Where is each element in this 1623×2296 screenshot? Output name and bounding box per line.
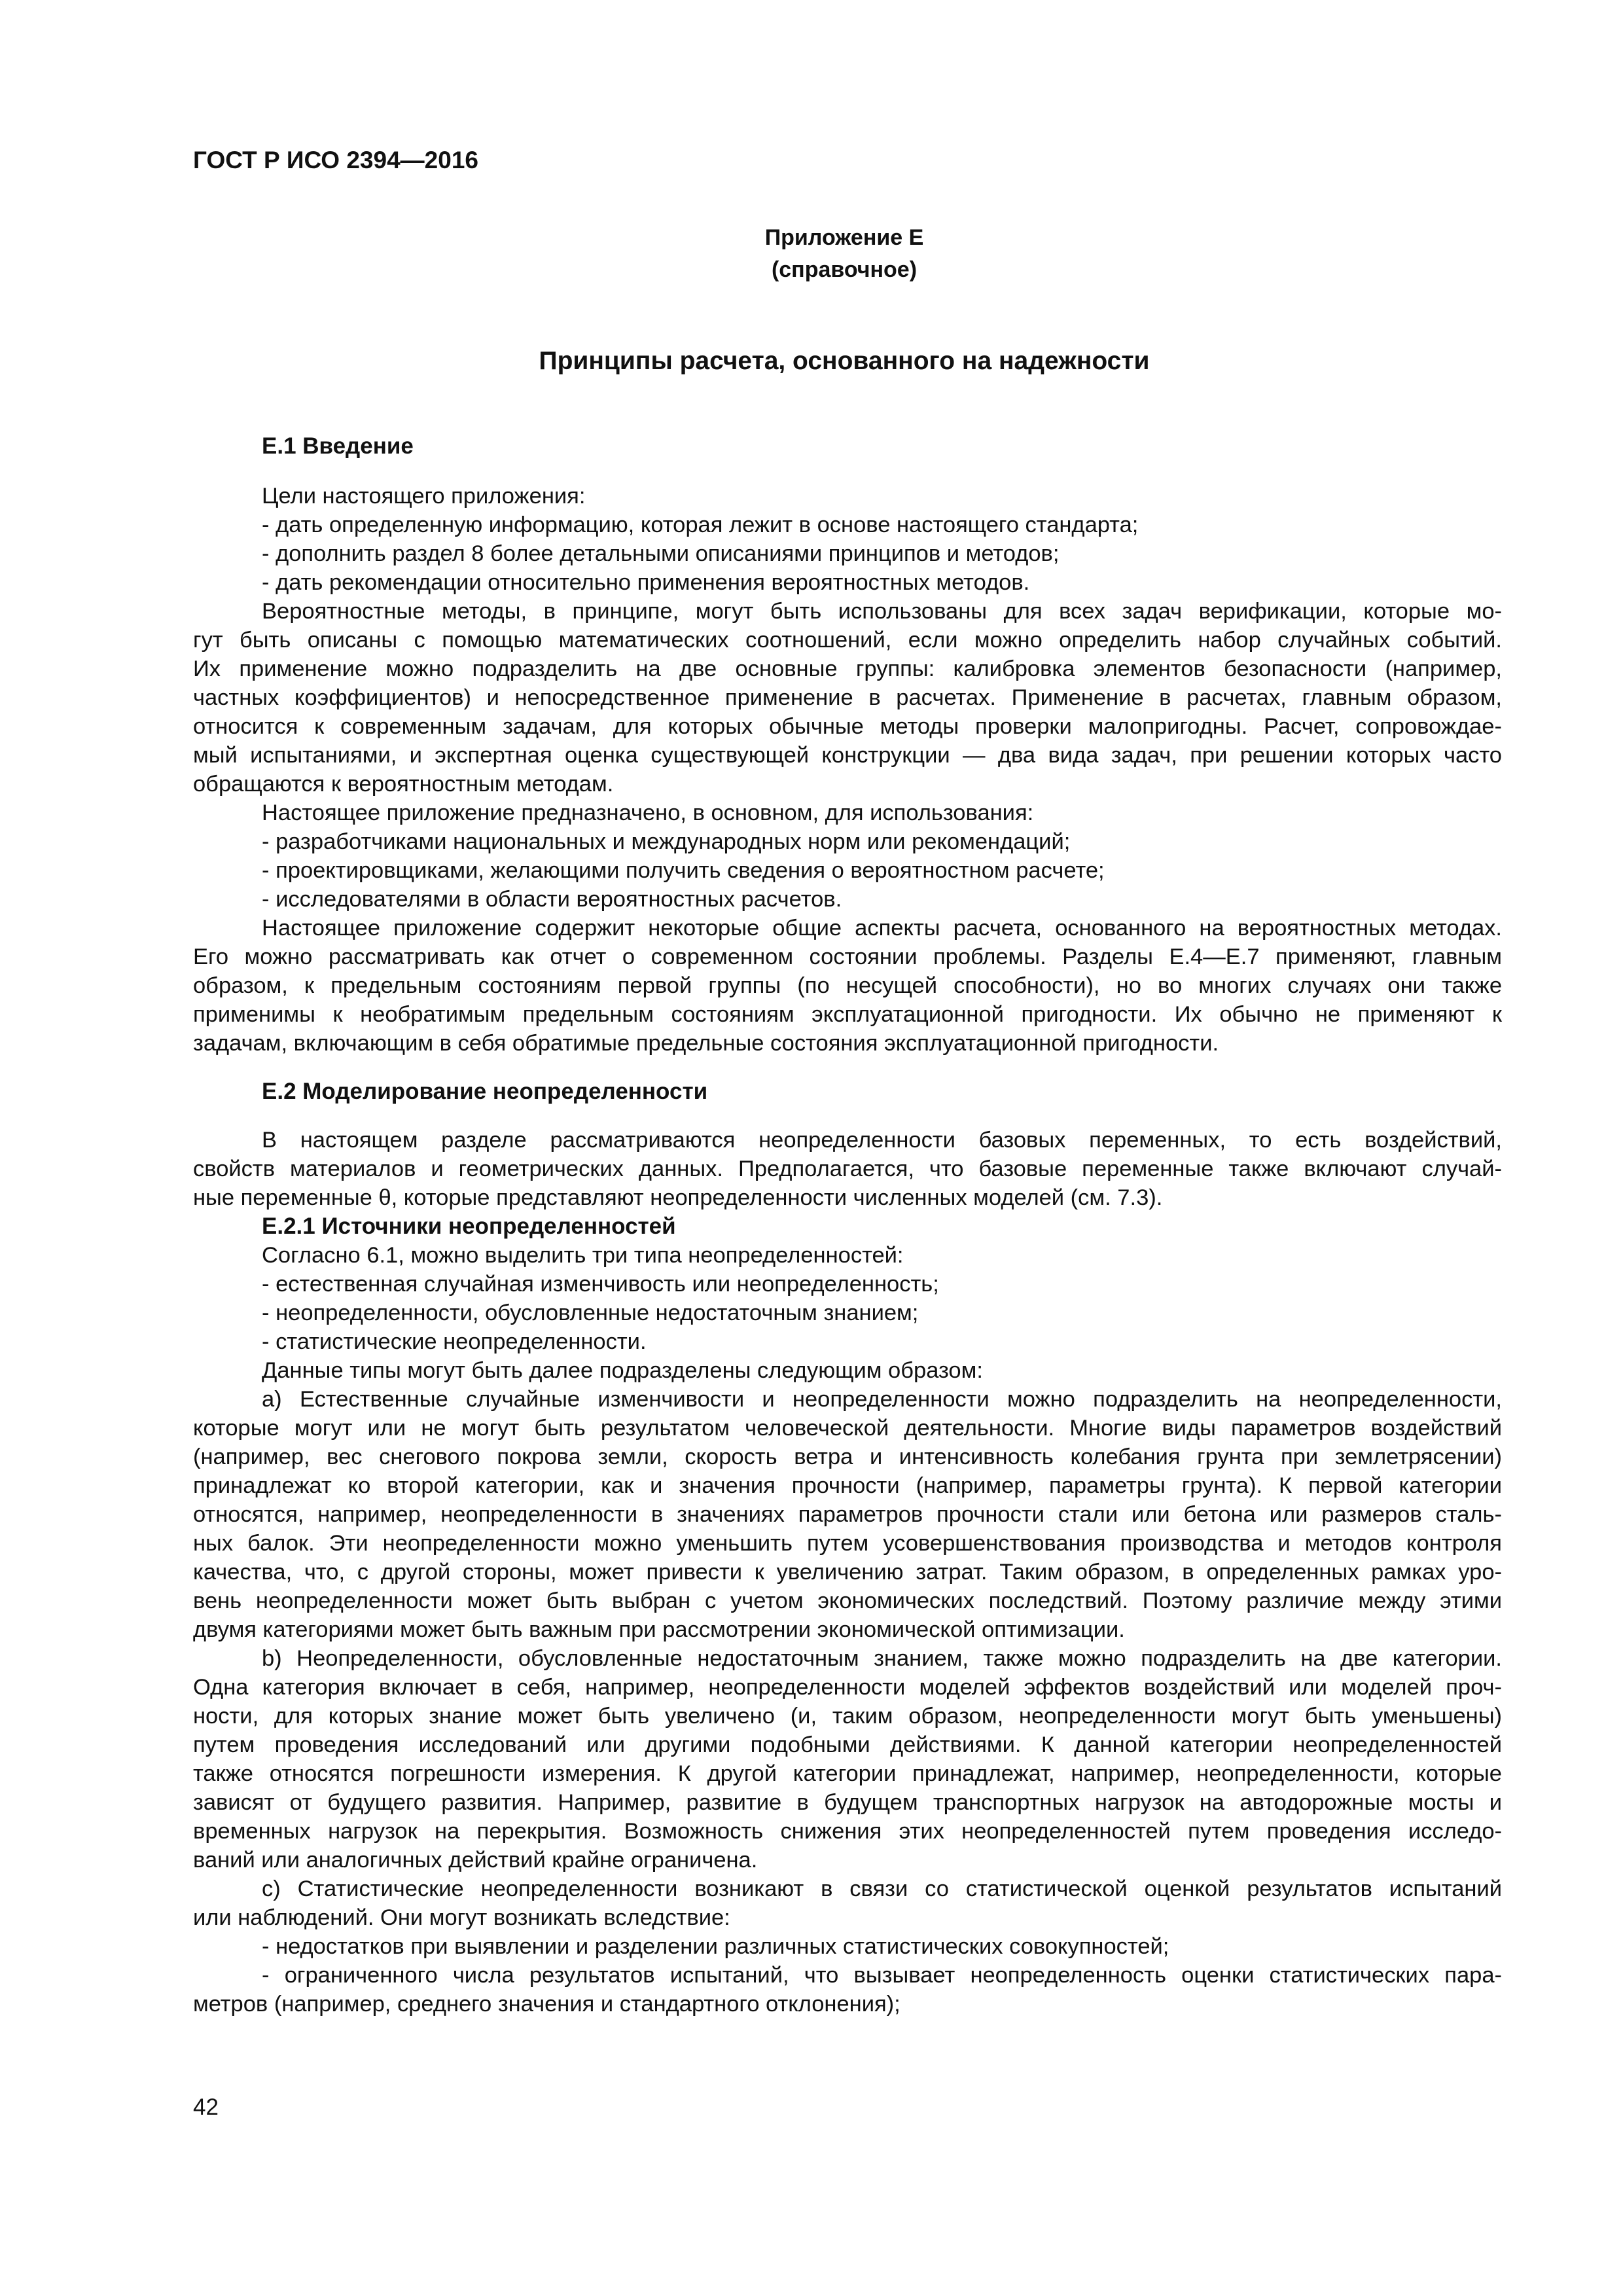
text-line: частных коэффициентов) и непосредственное применение в расчетах. Применение в расчетах, главным образом, — [193, 685, 1502, 710]
subsection-heading-e2-1: Е.2.1 Источники неопределенностей — [262, 1213, 676, 1239]
text-line: b) Неопределенности, обусловленные недостаточным знанием, также можно подразделить на две категории. — [262, 1646, 1502, 1671]
document-standard-header: ГОСТ Р ИСО 2394—2016 — [193, 147, 478, 173]
text-line: временных нагрузок на перекрытия. Возможность снижения этих неопределенностей путем проведения исследо- — [193, 1819, 1502, 1844]
text-line: В настоящем разделе рассматриваются неопределенности базовых переменных, то есть воздействий, — [262, 1128, 1502, 1153]
text-line: принадлежат ко второй категории, как и значения прочности (например, параметры грунта). К первой категории — [193, 1473, 1502, 1498]
text-line: Данные типы могут быть далее подразделены следующим образом: — [262, 1358, 983, 1383]
text-line: (например, вес снегового покрова земли, скорость ветра и интенсивность колебания грунта при землетрясении) — [193, 1444, 1502, 1469]
list-item: - проектировщиками, желающими получить сведения о вероятностном расчете; — [262, 858, 1105, 883]
list-item: - исследователями в области вероятностных расчетов. — [262, 887, 842, 912]
text-line: обращаются к вероятностным методам. — [193, 772, 614, 797]
text-line: Цели настоящего приложения: — [262, 484, 586, 509]
text-line: Его можно рассматривать как отчет о современном состоянии проблемы. Разделы Е.4—Е.7 применяют, главным — [193, 944, 1502, 969]
text-line: мый испытаниями, и экспертная оценка существующей конструкции — два вида задач, при решении которых часто — [193, 743, 1502, 768]
text-line: вень неопределенности может быть выбран с учетом экономических последствий. Поэтому различие между этими — [193, 1588, 1502, 1613]
text-line: свойств материалов и геометрических данных. Предполагается, что базовые переменные также включают случай- — [193, 1157, 1502, 1181]
text-line: применимы к необратимым предельным состояниям эксплуатационной пригодности. Их обычно не применяют к — [193, 1002, 1502, 1027]
list-item: - дать определенную информацию, которая лежит в основе настоящего стандарта; — [262, 512, 1139, 537]
text-line: путем проведения исследований или другими подобными действиями. К данной категории неопределенностей — [193, 1732, 1502, 1757]
text-line: относятся, например, неопределенности в значениях параметров прочности стали или бетона или размеров сталь- — [193, 1502, 1502, 1527]
text-line: ваний или аналогичных действий крайне ограничена. — [193, 1848, 758, 1873]
text-line: а) Естественные случайные изменчивости и неопределенности можно подразделить на неопределенности, — [262, 1387, 1502, 1412]
text-line: метров (например, среднего значения и стандартного отклонения); — [193, 1992, 901, 2017]
text-line: ных балок. Эти неопределенности можно уменьшить путем усовершенствования производства и методов контроля — [193, 1531, 1502, 1556]
section-heading-e2: Е.2 Моделирование неопределенности — [262, 1079, 708, 1104]
text-line: гут быть описаны с помощью математических соотношений, если можно определить набор случайных событий. — [193, 628, 1502, 653]
list-item: - дополнить раздел 8 более детальными описаниями принципов и методов; — [262, 541, 1060, 566]
text-line: задачам, включающим в себя обратимые предельные состояния эксплуатационной пригодности. — [193, 1031, 1219, 1056]
list-item: - дать рекомендации относительно применения вероятностных методов. — [262, 570, 1030, 595]
list-item: - неопределенности, обусловленные недостаточным знанием; — [262, 1300, 919, 1325]
list-item: - ограниченного числа результатов испытаний, что вызывает неопределенность оценки статистических пара- — [262, 1963, 1502, 1988]
text-line: Согласно 6.1, можно выделить три типа неопределенностей: — [262, 1243, 904, 1268]
appendix-subtitle: (справочное) — [771, 257, 918, 282]
appendix-title: Приложение Е — [764, 225, 924, 250]
text-line: или наблюдений. Они могут возникать вследствие: — [193, 1905, 730, 1930]
text-line: Их применение можно подразделить на две основные группы: калибровка элементов безопасности (например, — [193, 656, 1502, 681]
text-line: Настоящее приложение содержит некоторые общие аспекты расчета, основанного на вероятностных методах. — [262, 916, 1502, 941]
text-line: качества, что, с другой стороны, может привести к увеличению затрат. Таким образом, в определенных рамках уро- — [193, 1560, 1502, 1585]
appendix-main-title: Принципы расчета, основанного на надежности — [539, 347, 1150, 375]
page-number: 42 — [193, 2094, 219, 2120]
text-line: Вероятностные методы, в принципе, могут быть использованы для всех задач верификации, которые мо- — [262, 599, 1502, 624]
section-heading-e1: Е.1 Введение — [262, 433, 414, 459]
text-line: с) Статистические неопределенности возникают в связи со статистической оценкой результатов испытаний — [262, 1876, 1502, 1901]
text-line: относится к современным задачам, для которых обычные методы проверки малопригодны. Расчет, сопровождае- — [193, 714, 1502, 739]
list-item: - недостатков при выявлении и разделении различных статистических совокупностей; — [262, 1934, 1169, 1959]
text-line: ности, для которых знание может быть увеличено (и, таким образом, неопределенности могут быть уменьшены) — [193, 1704, 1502, 1729]
text-line: Настоящее приложение предназначено, в основном, для использования: — [262, 800, 1034, 825]
text-line: ные переменные θ, которые представляют неопределенности численных моделей (см. 7.3). — [193, 1185, 1163, 1210]
list-item: - разработчиками национальных и международных норм или рекомендаций; — [262, 829, 1071, 854]
text-line: двумя категориями может быть важным при рассмотрении экономической оптимизации. — [193, 1617, 1125, 1642]
list-item: - статистические неопределенности. — [262, 1329, 647, 1354]
text-line: Одна категория включает в себя, например, неопределенности моделей эффектов воздействий или моделей проч- — [193, 1675, 1502, 1700]
text-line: зависят от будущего развития. Например, развитие в будущем транспортных нагрузок на автодорожные мосты и — [193, 1790, 1502, 1815]
list-item: - естественная случайная изменчивость или неопределенность; — [262, 1272, 939, 1297]
text-line: образом, к предельным состояниям первой группы (по несущей способности), но во многих случаях они также — [193, 973, 1502, 998]
text-line: которые могут или не могут быть результатом человеческой деятельности. Многие виды параметров воздействий — [193, 1416, 1502, 1441]
text-line: также относятся погрешности измерения. К другой категории принадлежат, например, неопределенности, которые — [193, 1761, 1502, 1786]
